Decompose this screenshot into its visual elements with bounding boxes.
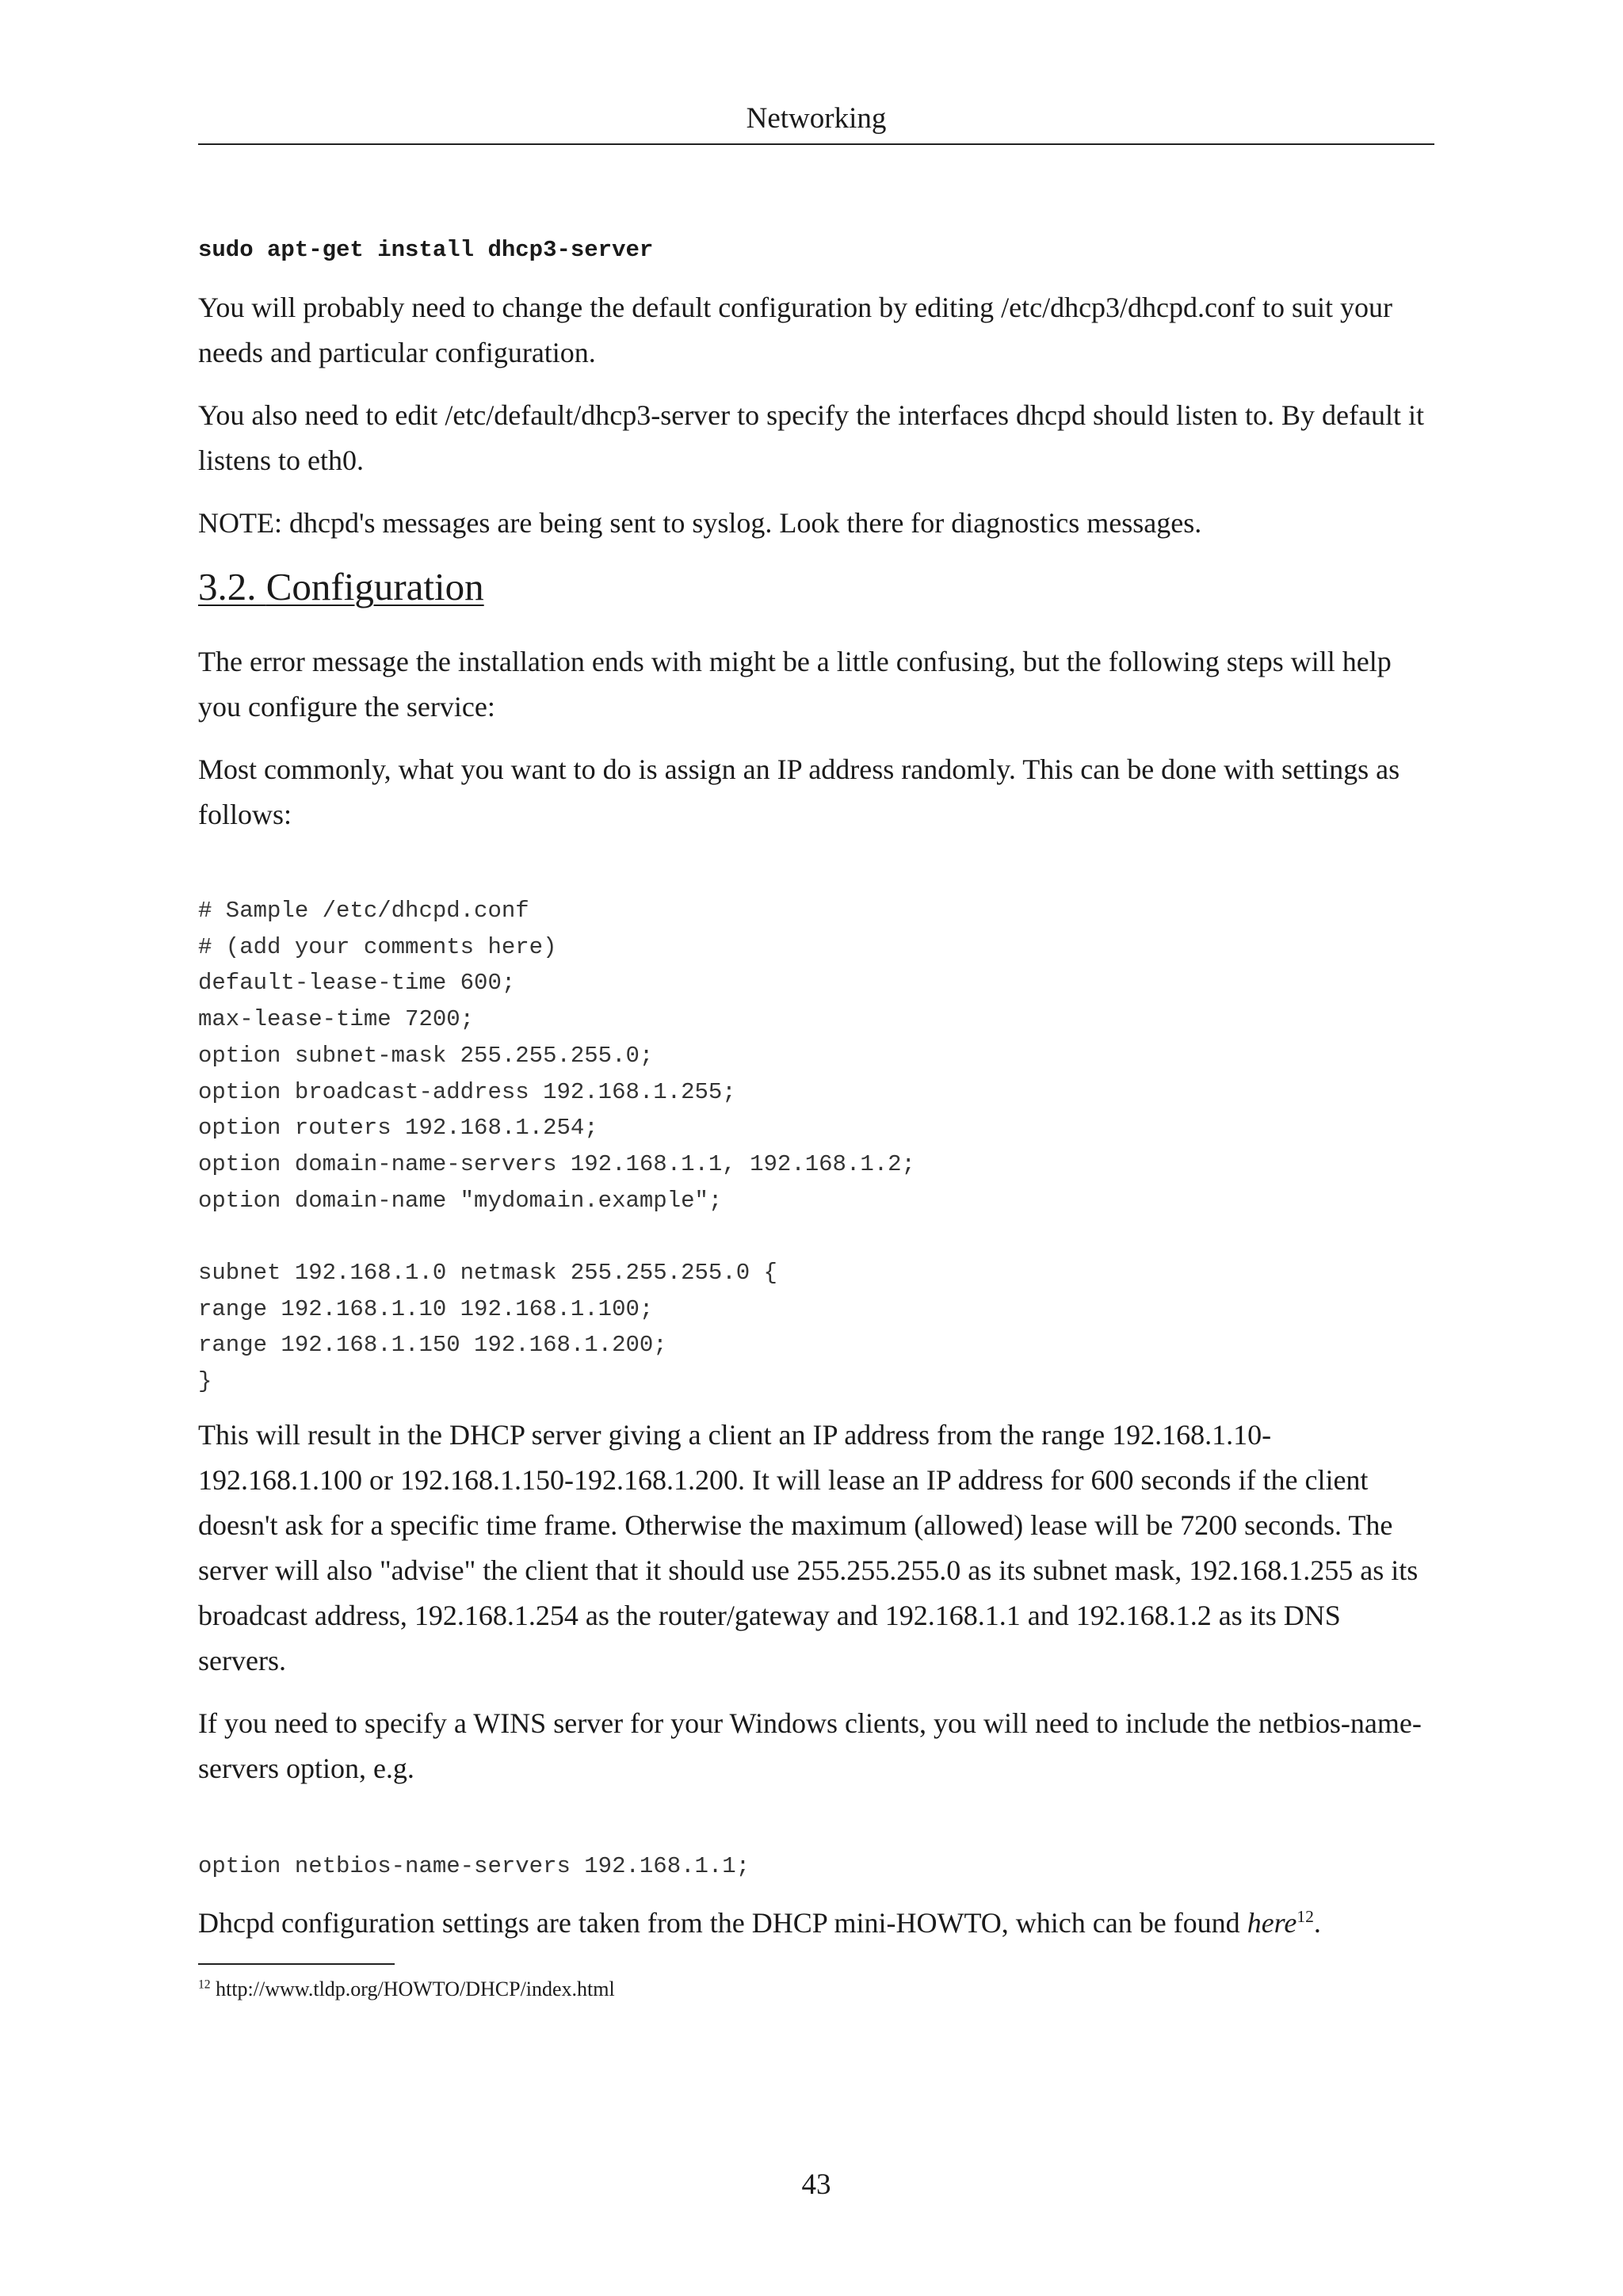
- netbios-option-code: option netbios-name-servers 192.168.1.1;: [198, 1852, 750, 1879]
- here-link[interactable]: here: [1247, 1906, 1297, 1939]
- paragraph-howto-reference: [198, 1901, 1434, 1946]
- paragraph-edit-config: You will probably need to change the default configuration by editing /etc/dhcp3/dhcpd.conf to suit your needs and particular configuration.: [198, 292, 1393, 368]
- footnote: [198, 1976, 1434, 2003]
- section-heading: [198, 563, 1434, 611]
- paragraph-error-message: The error message the installation ends with might be a little confusing, but the following steps will help you configure the service:: [198, 646, 1392, 723]
- paragraph-result-explanation: This will result in the DHCP server giving a client an IP address from the range 192.168.1.10-192.168.1.100 or 192.168.1.150-192.168.1.200. It will lease an IP address for 600 seconds if the client doesn't ask for a specific time frame. Otherwise the maximum (allowed) lease will be 7200 seconds. The server will also "advise" the client that it should use 255.255.255.0 as its subnet mask, 192.168.1.255 as its broadcast address, 192.168.1.254 as the router/gateway and 192.168.1.1 and 192.168.1.2 as its DNS servers.: [198, 1418, 1419, 1676]
- footnote-url[interactable]: http://www.tldp.org/HOWTO/DHCP/index.html: [216, 1977, 615, 2000]
- howto-text: Dhcpd configuration settings are taken from the DHCP mini-HOWTO, which can be found: [198, 1906, 1247, 1939]
- section-title: Configuration: [265, 565, 484, 608]
- document-page: [198, 0, 1434, 2296]
- header-rule: [198, 143, 1434, 145]
- footnote-reference[interactable]: 12: [1296, 1906, 1314, 1926]
- paragraph-interfaces: You also need to edit /etc/default/dhcp3-server to specify the interfaces dhcpd should listen to. By default it listens to eth0.: [198, 399, 1424, 476]
- install-command: sudo apt-get install dhcp3-server: [198, 237, 654, 263]
- paragraph-wins-server: If you need to specify a WINS server for your Windows clients, you will need to include the netbios-name-servers option, e.g.: [198, 1707, 1422, 1784]
- dhcpd-config-sample: # Sample /etc/dhcpd.conf # (add your comments here) default-lease-time 600; max-lease-time 7200; option subnet-mask 255.255.255.0; option broadcast-address 192.168.1.255; option routers 192.168.1.254; option domain-name-servers 192.168.1.1, 192.168.1.2; option domain-name "mydomain.example"; subnet 192.168.1.0 netmask 255.255.255.0 { range 192.168.1.10 192.168.1.100; range 192.168.1.150 192.168.1.200; }: [198, 898, 915, 1395]
- paragraph-assign-ip: Most commonly, what you want to do is assign an IP address randomly. This can be done with settings as follows:: [198, 753, 1400, 830]
- running-header: Networking: [746, 102, 887, 135]
- paragraph-syslog-note: NOTE: dhcpd's messages are being sent to syslog. Look there for diagnostics messages.: [198, 507, 1202, 539]
- page-body: [198, 235, 1434, 2003]
- howto-period: .: [1313, 1906, 1321, 1939]
- footnote-rule: [198, 1963, 395, 1965]
- footnote-number: 12: [198, 1977, 211, 1991]
- section-number: 3.2.: [198, 565, 257, 608]
- page-number: 43: [801, 2168, 831, 2201]
